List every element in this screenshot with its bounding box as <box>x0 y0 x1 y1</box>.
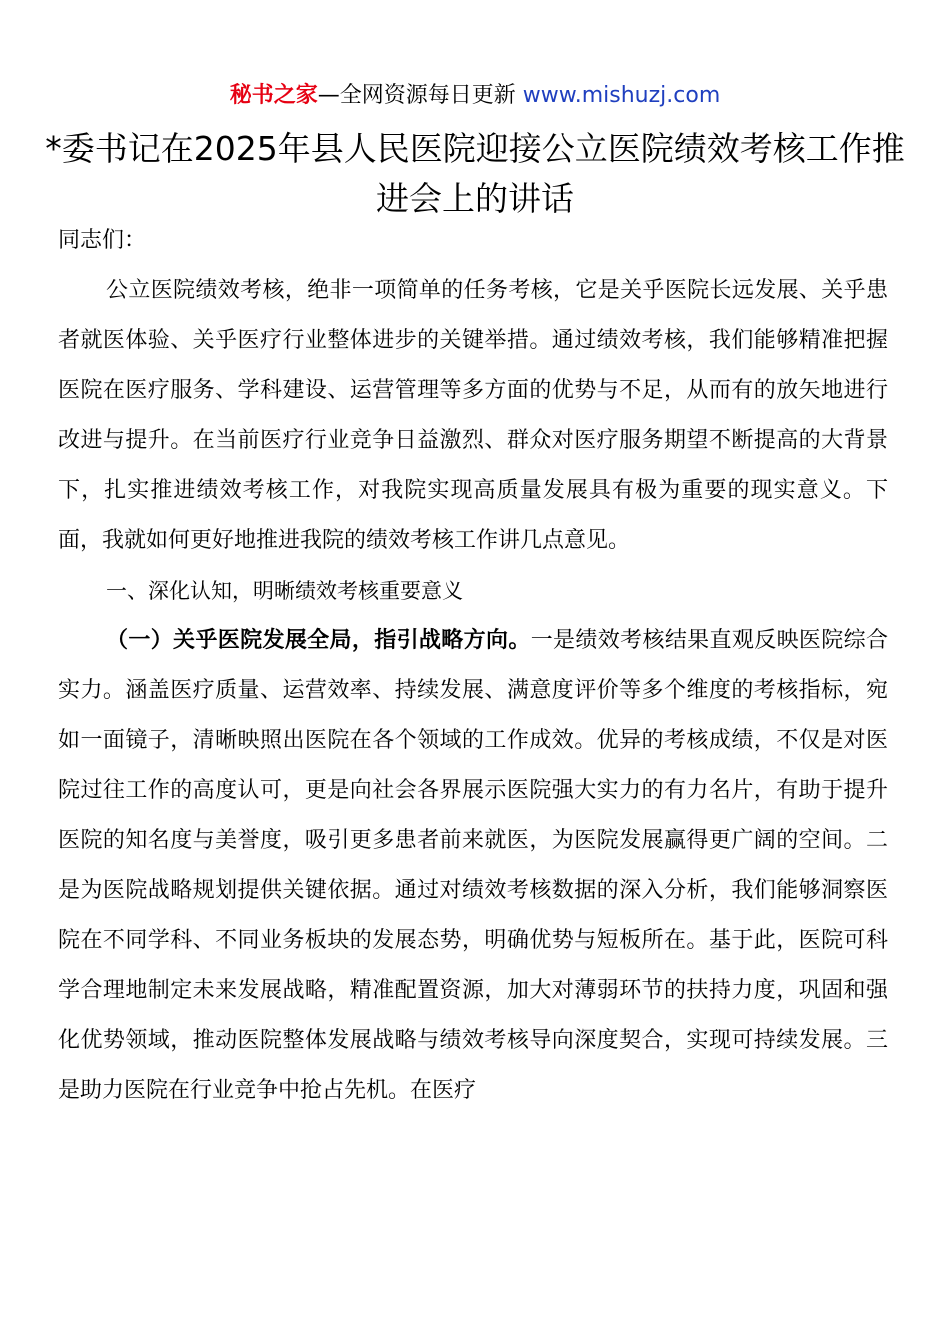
salutation: 同志们： <box>58 228 147 253</box>
site-url-link[interactable]: www.mishuzj.com <box>522 83 721 108</box>
subsection-heading: （一）关乎医院发展全局，指引战略方向。 <box>106 628 531 653</box>
document-body <box>58 216 888 1116</box>
site-name: 秘书之家 <box>229 83 318 108</box>
intro-paragraph: 公立医院绩效考核，绝非一项简单的任务考核，它是关乎医院长远发展、关乎患者就医体验、关乎医疗行业整体进步的关键举措。通过绩效考核，我们能够精准把握医院在医疗服务、学科建设、运营管理等多方面的优势与不足，从而有的放矢地进行改进与提升。在当前医疗行业竞争日益激烈、群众对医疗服务期望不断提高的大背景下，扎实推进绩效考核工作，对我院实现高质量发展具有极为重要的现实意义。下面，我就如何更好地推进我院的绩效考核工作讲几点意见。 <box>58 278 888 553</box>
site-slogan: —全网资源每日更新 <box>317 83 523 108</box>
subsection-text: 一是绩效考核结果直观反映医院综合实力。涵盖医疗质量、运营效率、持续发展、满意度评价等多个维度的考核指标，宛如一面镜子，清晰映照出医院在各个领域的工作成效。优异的考核成绩，不仅是对医院过往工作的高度认可，更是向社会各界展示医院强大实力的有力名片，有助于提升医院的知名度与美誉度，吸引更多患者前来就医，为医院发展赢得更广阔的空间。二是为医院战略规划提供关键依据。通过对绩效考核数据的深入分析，我们能够洞察医院在不同学科、不同业务板块的发展态势，明确优势与短板所在。基于此，医院可科学合理地制定未来发展战略，精准配置资源，加大对薄弱环节的扶持力度，巩固和强化优势领域，推动医院整体发展战略与绩效考核导向深度契合，实现可持续发展。三是助力医院在行业竞争中抢占先机。在医疗 <box>58 628 888 1103</box>
site-banner <box>0 80 950 112</box>
subsection-paragraph <box>58 616 888 1116</box>
section-heading: 一、深化认知，明晰绩效考核重要意义 <box>106 579 463 603</box>
document-title: *委书记在2025年县人民医院迎接公立医院绩效考核工作推进会上的讲话 <box>45 129 905 218</box>
